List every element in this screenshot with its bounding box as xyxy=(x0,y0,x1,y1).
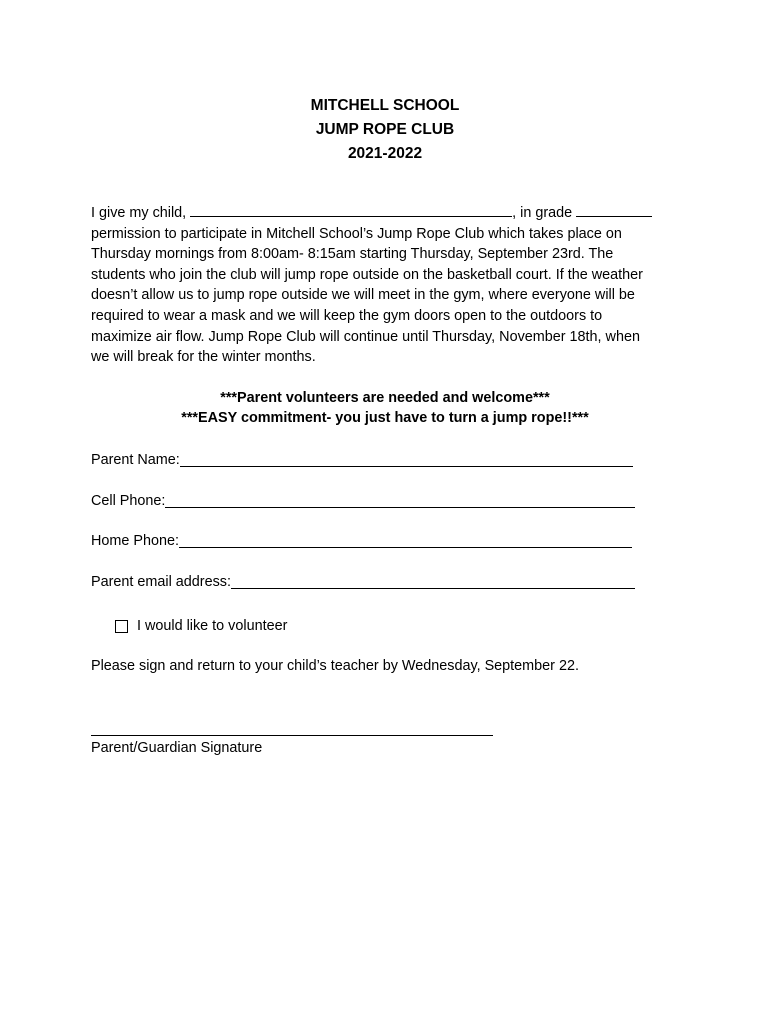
school-year: 2021-2022 xyxy=(347,145,423,162)
club-name: JUMP ROPE CLUB xyxy=(315,121,455,138)
intro-text-grade: , in grade xyxy=(512,205,577,221)
cell-phone-field[interactable] xyxy=(91,492,635,510)
parent-email-field[interactable] xyxy=(91,573,635,591)
signature-label: Parent/Guardian Signature xyxy=(91,740,263,756)
home-phone-field[interactable] xyxy=(91,532,632,550)
parent-email-label: Parent email address: xyxy=(91,574,231,590)
volunteer-option[interactable] xyxy=(115,616,287,636)
child-name-blank[interactable] xyxy=(190,204,512,217)
volunteer-checkbox[interactable] xyxy=(115,620,128,633)
child-grade-line xyxy=(91,203,691,224)
parent-name-field[interactable] xyxy=(91,451,633,469)
grade-blank[interactable] xyxy=(576,204,652,217)
home-phone-input-line[interactable] xyxy=(179,546,632,548)
paragraph-line: maximize air flow. Jump Rope Club will continue until Thursday, November 18th, when xyxy=(91,328,640,345)
cell-phone-label: Cell Phone: xyxy=(91,493,166,509)
permission-paragraph xyxy=(91,203,691,368)
form-header xyxy=(0,94,770,166)
commitment-notice: ***EASY commitment- you just have to turn a jump rope!!*** xyxy=(181,410,589,426)
parent-email-input-line[interactable] xyxy=(231,587,635,589)
cell-phone-input-line[interactable] xyxy=(165,506,635,508)
paragraph-line: Thursday mornings from 8:00am- 8:15am starting Thursday, September 23rd. The xyxy=(91,246,614,263)
paragraph-line: required to wear a mask and we will keep the gym doors open to the outdoors to xyxy=(91,307,603,324)
paragraph-line: permission to participate in Mitchell School’s Jump Rope Club which takes place on xyxy=(91,225,622,242)
volunteer-label: I would like to volunteer xyxy=(137,618,288,634)
home-phone-label: Home Phone: xyxy=(91,533,179,549)
paragraph-line: doesn’t allow us to jump rope outside we will meet in the gym, where everyone will be xyxy=(91,287,635,304)
volunteer-notice: ***Parent volunteers are needed and welcome*** xyxy=(220,390,550,406)
return-instructions: Please sign and return to your child’s teacher by Wednesday, September 22. xyxy=(91,658,579,674)
paragraph-line: students who join the club will jump rope outside on the basketball court. If the weather xyxy=(91,266,643,283)
parent-name-input-line[interactable] xyxy=(180,465,633,467)
paragraph-line: we will break for the winter months. xyxy=(91,349,316,366)
school-name: MITCHELL SCHOOL xyxy=(310,97,460,114)
intro-text-start: I give my child, xyxy=(91,205,191,221)
signature-line[interactable] xyxy=(91,735,493,736)
parent-name-label: Parent Name: xyxy=(91,452,180,468)
